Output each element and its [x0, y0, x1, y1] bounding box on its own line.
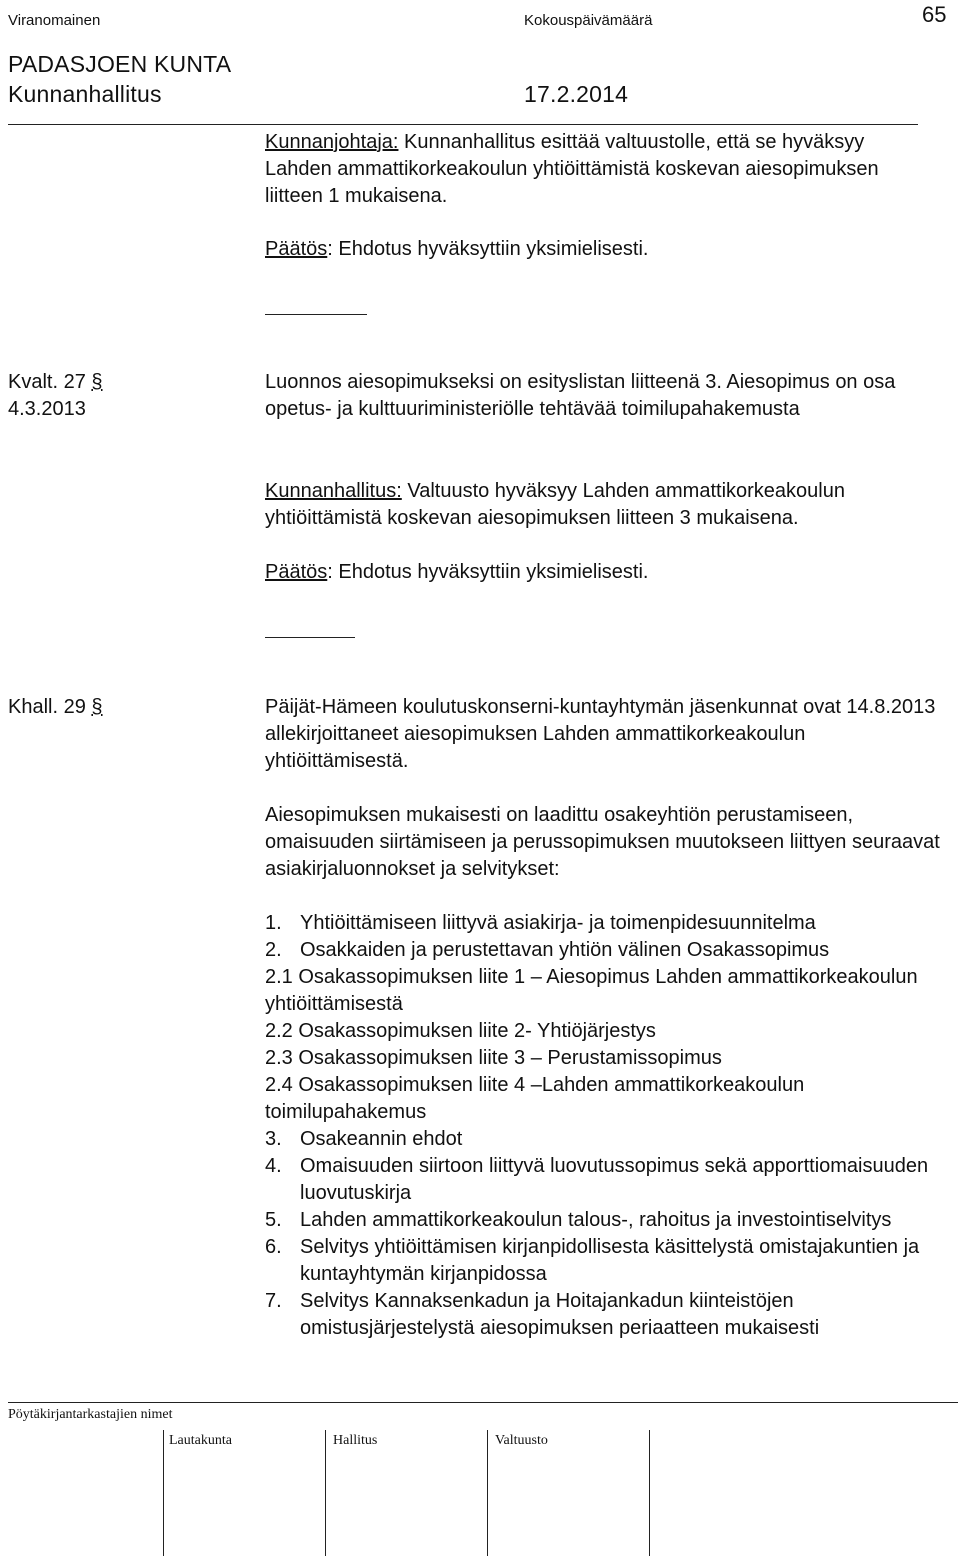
list-item: 4. Omaisuuden siirtoon liittyvä luovutussopimus sekä apporttiomaisuuden luovutuskirja — [265, 1155, 929, 1204]
section2-separator — [265, 637, 355, 638]
section2-decision-label: Päätös — [265, 561, 328, 583]
footer-col-lautakunta: Lautakunta — [169, 1433, 232, 1448]
section2-intro: Luonnos aiesopimukseksi on esityslistan liitteenä 3. Aiesopimus on osa opetus- ja kulttuuriministeriölle tehtävää toimilupahakemusta — [265, 371, 896, 420]
section3-ref: Khall. 29 — [8, 696, 86, 718]
body-name: Kunnanhallitus — [8, 81, 162, 107]
list-item: 2.2 Osakassopimuksen liite 2- Yhtiöjärjestys — [265, 1020, 656, 1042]
section1-decision-text: : Ehdotus hyväksyttiin yksimielisesti. — [327, 238, 649, 260]
list-item: 2.3 Osakassopimuksen liite 3 – Perustamissopimus — [265, 1047, 722, 1069]
section2-decision-text: : Ehdotus hyväksyttiin yksimielisesti. — [327, 561, 649, 583]
attachment-list — [265, 910, 945, 1342]
footer-divider — [487, 1430, 488, 1556]
section3-paragraph: Aiesopimuksen mukaisesti on laadittu osakeyhtiön perustamiseen, omaisuuden siirtämiseen ja perussopimuksen muutokseen liittyen seuraavat asiakirjaluonnokset ja selvitykset: — [265, 804, 940, 880]
footer-divider — [163, 1430, 164, 1556]
footer-col-valtuusto: Valtuusto — [495, 1433, 548, 1448]
list-item: 1. Yhtiöittämiseen liittyvä asiakirja- ja toimenpidesuunnitelma — [265, 912, 816, 934]
section2-proposal-text: Valtuusto hyväksyy Lahden ammattikorkeakoulun yhtiöittämistä koskevan aiesopimuksen liitteen 3 mukaisena. — [265, 480, 845, 529]
list-item: 2.4 Osakassopimuksen liite 4 –Lahden ammattikorkeakoulun toimilupahakemus — [265, 1074, 805, 1123]
meeting-date: 17.2.2014 — [524, 81, 629, 107]
authority-label: Viranomainen — [8, 12, 101, 29]
footer-divider — [649, 1430, 650, 1556]
section1-decision — [265, 236, 935, 263]
footer-col-hallitus: Hallitus — [333, 1433, 378, 1448]
list-item: 3. Osakeannin ehdot — [265, 1128, 463, 1150]
section-sign-icon: § — [91, 371, 103, 393]
section1-proposal-text: Kunnanhallitus esittää valtuustolle, että se hyväksyy Lahden ammattikorkeakoulun yhtiöittämistä koskevan aiesopimuksen liitteen 1 mukaisena. — [265, 131, 879, 207]
municipality-name: PADASJOEN KUNTA — [8, 51, 232, 77]
list-item: 2. Osakkaiden ja perustettavan yhtiön välinen Osakassopimus — [265, 939, 830, 961]
section-sign-icon: § — [91, 696, 103, 718]
header-rule — [8, 124, 918, 125]
section2-ref-line1: Kvalt. 27 — [8, 371, 86, 393]
section2-proposer-label: Kunnanhallitus: — [265, 480, 402, 502]
date-label: Kokouspäivämäärä — [524, 12, 653, 29]
section3-reference — [8, 694, 103, 721]
section1-proposer-label: Kunnanjohtaja: — [265, 131, 399, 153]
footer-divider — [325, 1430, 326, 1556]
section1-separator — [265, 314, 367, 315]
list-item: 7. Selvitys Kannaksenkadun ja Hoitajankadun kiinteistöjen omistusjärjestelystä aiesopimuksen periaatteen mukaisesti — [265, 1290, 820, 1339]
page-number: 65 — [922, 2, 947, 27]
section2-reference — [8, 369, 103, 396]
list-item: 5. Lahden ammattikorkeakoulun talous-, rahoitus ja investointiselvitys — [265, 1209, 892, 1231]
section3-intro: Päijät-Hämeen koulutuskonserni-kuntayhtymän jäsenkunnat ovat 14.8.2013 allekirjoittaneet aiesopimuksen Lahden ammattikorkeakoulun yhtiöittämisestä. — [265, 696, 936, 772]
list-item: 2.1 Osakassopimuksen liite 1 – Aiesopimus Lahden ammattikorkeakoulun yhtiöittämisestä — [265, 966, 918, 1015]
checkers-label: Pöytäkirjantarkastajien nimet — [8, 1407, 173, 1422]
footer-rule — [8, 1402, 958, 1403]
section1-proposal — [265, 129, 935, 210]
section2-decision — [265, 559, 935, 586]
section2-ref-line2: 4.3.2013 — [8, 398, 86, 420]
section1-decision-label: Päätös — [265, 238, 328, 260]
section2-proposal — [265, 478, 950, 532]
list-item: 6. Selvitys yhtiöittämisen kirjanpidollisesta käsittelystä omistajakuntien ja kuntayhtymän kirjanpidossa — [265, 1236, 920, 1285]
